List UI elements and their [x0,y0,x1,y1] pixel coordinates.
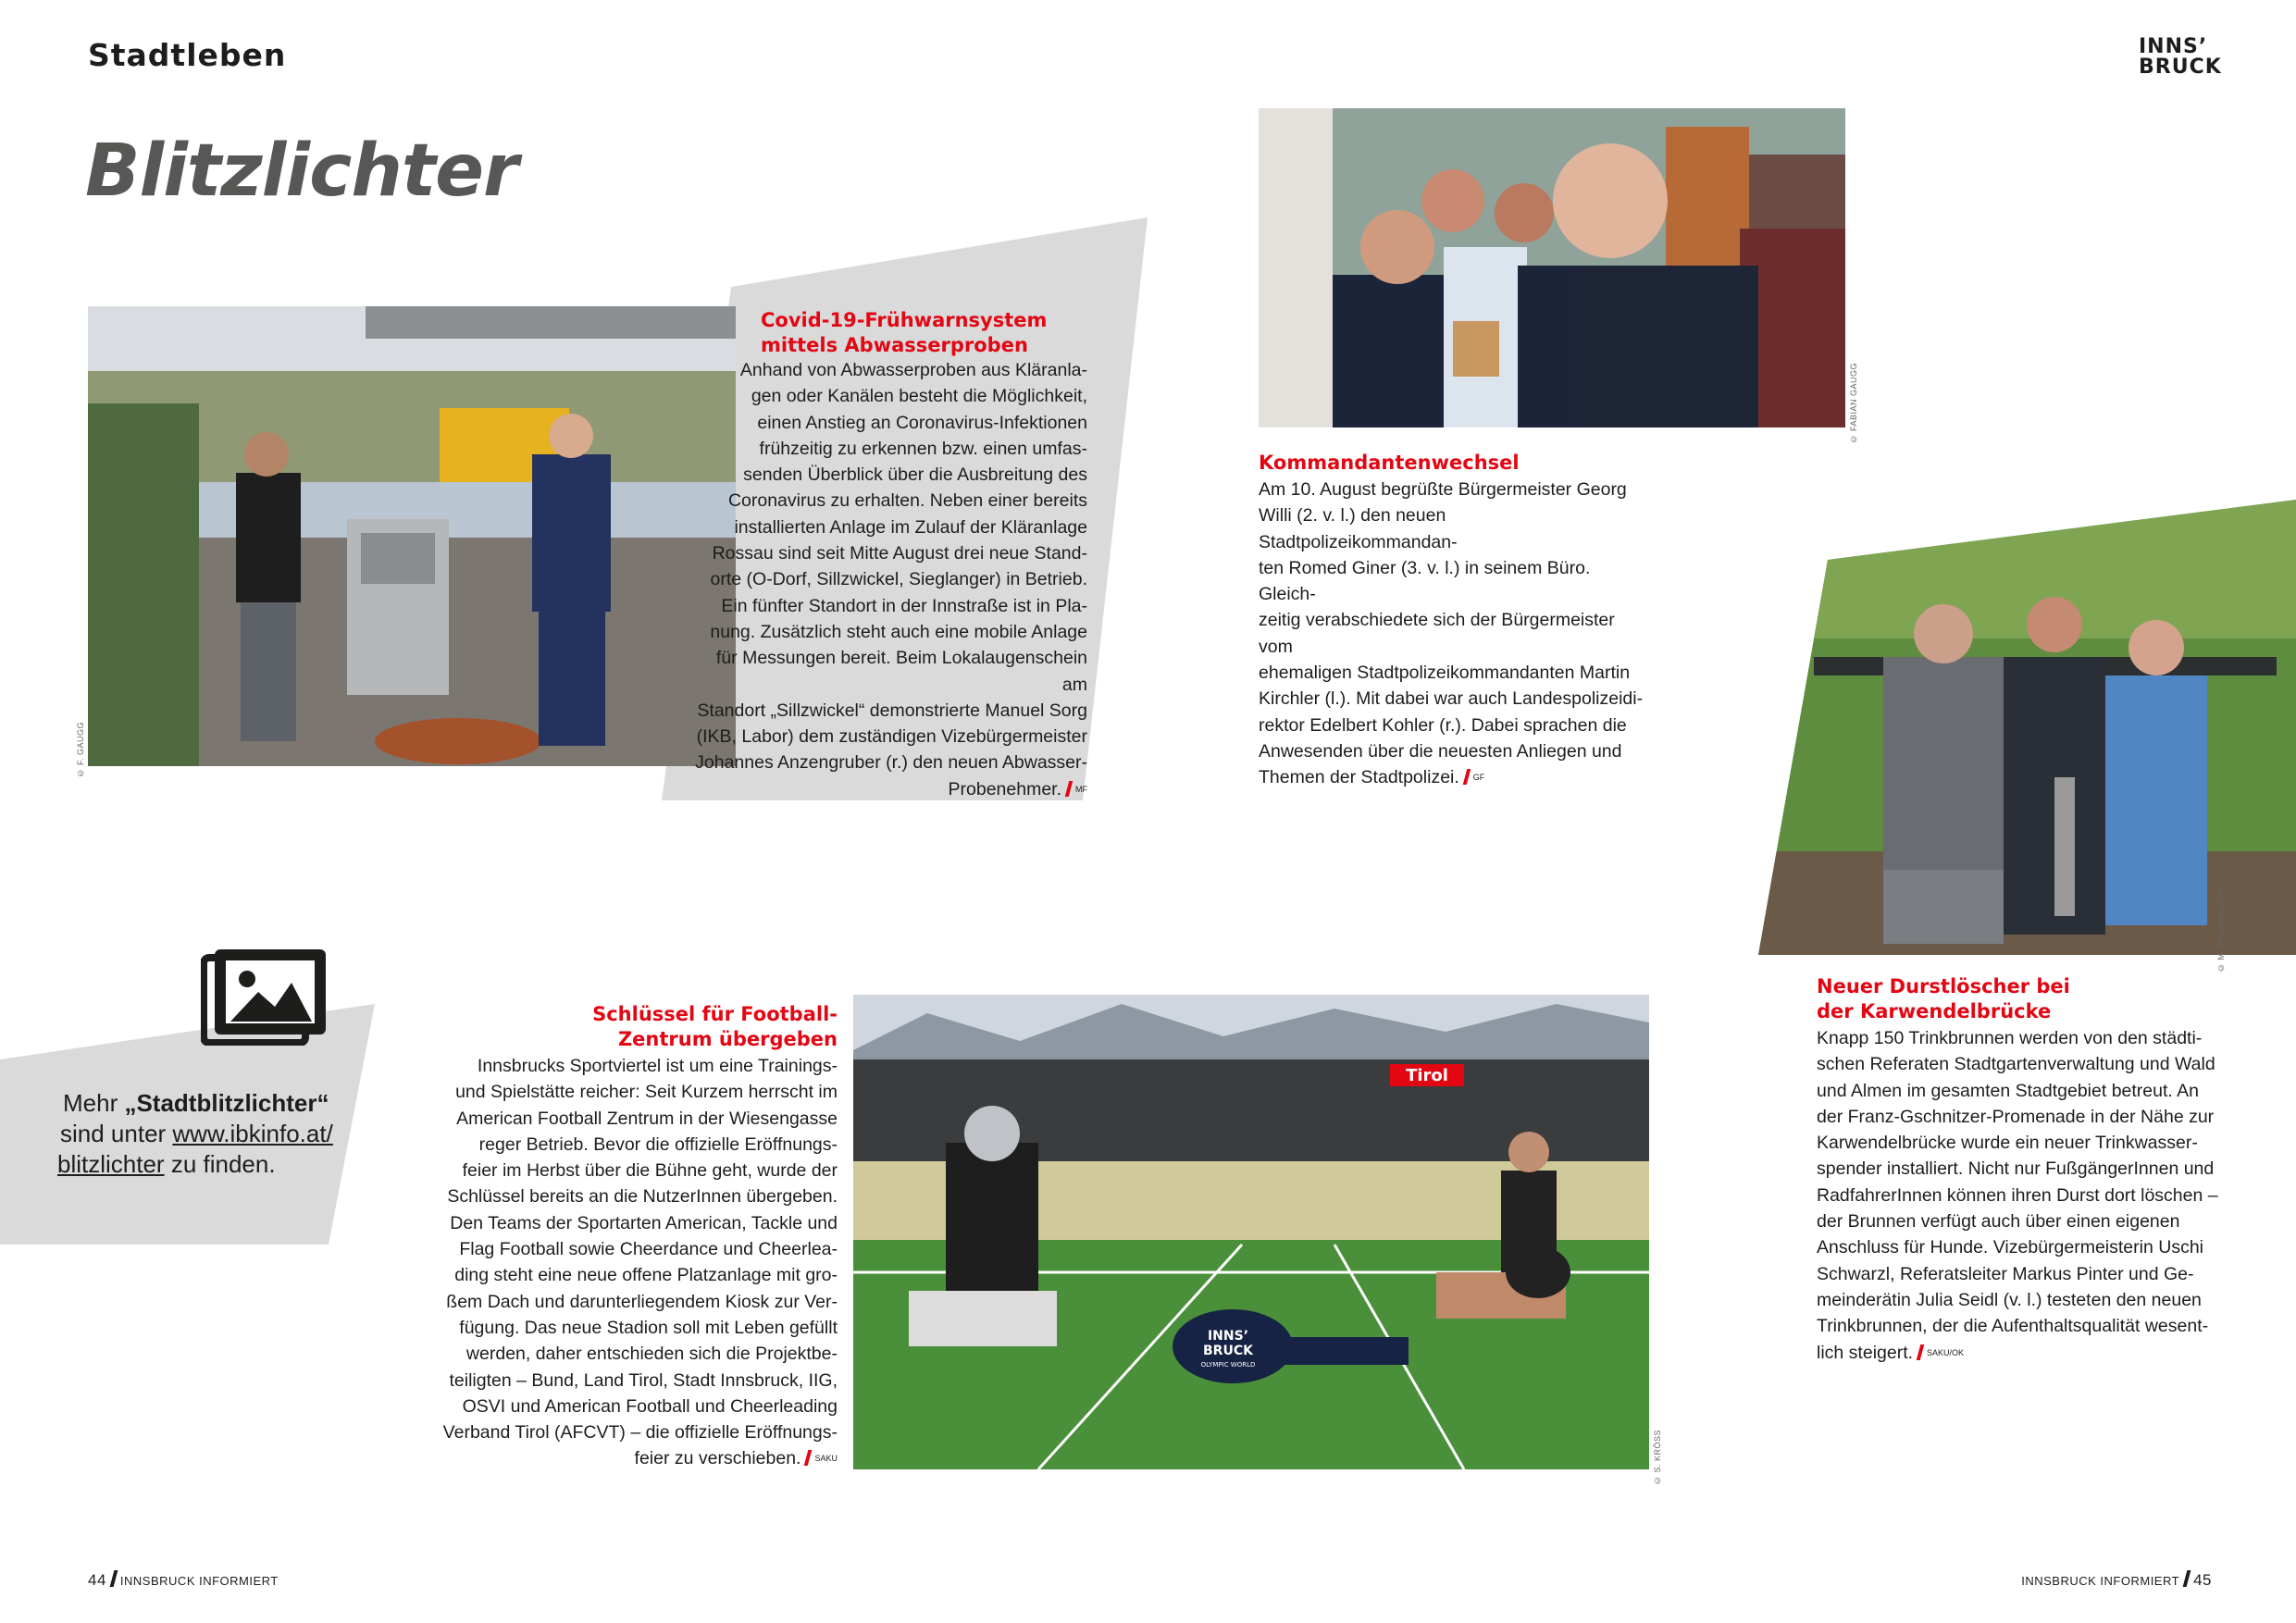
covid-body-text: Anhand von Abwasserproben aus Kläranla- gen oder Kanälen besteht die Möglichkeit, einen Anstieg an Coronavirus-Infektionen frühzeitig zu erkennen bzw. einen umfas- senden Überblick über die Ausbreitung des Coronavirus zu erhalten. Neben einer bereits installierten Anlage im Zulauf der Kläranlage Rossau sind seit Mitte August drei neue Stand- orte (O-Dorf, Sillzwickel, Sieglanger) in Betrieb. Ein fünfter Standort in der Innstraße ist in Pla- nung. Zusätzlich steht auch eine mobile Anlage für Messungen bereit. Beim Lokalaugenschein am Standort „Sillzwickel“ demonstrierte Manuel Sorg (IKB, Labor) dem zuständigen Vizebürgermeister Johannes Anzengruber (r.) den neuen Abwasser- Probenehmer. [695,360,1087,799]
football-body [426,1053,838,1472]
football-photo [853,995,1649,1469]
kommandant-initials: GF [1472,773,1485,783]
footer-label-left: INNSBRUCK INFORMIERT [119,1574,279,1588]
logo-line1: INNS’ [2139,35,2208,58]
football-photo-credit: © S. KRÖSS [1653,1430,1662,1486]
covid-photo [88,306,736,766]
more-suffix: zu finden. [164,1150,276,1178]
kommandant-photo [1259,108,1845,427]
more-link-2[interactable]: blitzlichter [57,1150,165,1178]
gallery-icon [201,944,329,1050]
football-headline: Schlüssel für Football- Zentrum übergeben [592,1003,838,1050]
more-link-1[interactable]: www.ibkinfo.at/ [172,1120,333,1147]
covid-body [689,357,1087,802]
kommandant-body [1259,477,1647,791]
durst-initials: SAKU/OK [1927,1347,1965,1357]
key-text-2: BRUCK [1203,1344,1253,1358]
page-number-left: 44 [88,1571,106,1589]
more-bold: „Stadtblitzlichter“ [124,1089,329,1117]
football-initials: SAKU [814,1454,838,1464]
more-prefix: Mehr [63,1089,125,1117]
section-label: Stadtleben [88,37,287,73]
page-title: Blitzlichter [85,130,518,213]
covid-headline: Covid-19-Frühwarnsystem mittels Abwasserproben [761,309,1048,356]
covid-photo-credit: © F. GAUGG [76,722,85,778]
durst-photo [1758,500,2296,955]
football-body-text: Innsbrucks Sportviertel ist um eine Trainings- und Spielstätte reicher: Seit Kurzem herrscht im American Football Zentrum in der Wiesengasse reger Betrieb. Bevor die offizielle Eröffnungs- feier im Herbst über die Bühne geht, wurde der Schlüssel bereits an die NutzerInnen übergeben. Den Teams der Sportarten American, Tackle und Flag Football sowie Cheerdance und Cheerlea- ding steht eine neue offene Platzanlage mit gro- ßem Dach und darunterliegendem Kiosk zur Ver- fügung. Das neue Stadion soll mit Leben gefüllt werden, daher entschieden sich die Projektbe- teiligten – Bund, Land Tirol, Stadt Innsbruck, IIG, OSVI und American Football und Cheerleading Verband Tirol (AFCVT) – die offizielle Eröffnungs- feier zu verschieben. [442,1056,838,1469]
more-line1 [57,1088,372,1119]
logo-line2: BRUCK [2139,56,2222,79]
more-line3 [57,1149,372,1180]
footer-slash [110,1570,118,1587]
durst-photo-credit: © M. FREINHOFER [2216,888,2226,973]
durst-body-text: Knapp 150 Trinkbrunnen werden von den städti- schen Referaten Stadtgartenverwaltung und Wald und Almen im gesamten Stadtgebiet betreut. An der Franz-Gschnitzer-Promenade in der Nähe zur Karwendelbrücke wurde ein neuer Trinkwasser- spender installiert. Nicht nur FußgängerInnen und RadfahrerInnen können ihren Durst dort löschen – der Brunnen verfügt auch über einen eigenen Anschluss für Hunde. Vizebürgermeisterin Uschi Schwarzl, Referatsleiter Markus Pinter und Ge- meinderätin Julia Seidl (v. l.) testeten den neuen Trinkbrunnen, der die Aufenthaltsqualität wesent- lich steigert. [1817,1028,2218,1363]
key-text-1: INNS’ [1207,1329,1249,1344]
kommandant-body-text: Am 10. August begrüßte Bürgermeister Georg Willi (2. v. l.) den neuen Stadtpolizeikommandan- ten Romed Giner (3. v. l.) in seinem Büro. Gleich- zeitig verabschiedete sich der Bürgermeister vom ehemaligen Stadtpolizeikommandanten Martin Kirchler (l.). Mit dabei war auch Landespolizeidi- rektor Edelbert Kohler (r.). Dabei sprachen die Anwesenden über die neuesten Anliegen und Themen der Stadtpolizei. [1259,479,1644,788]
page-number-right: 45 [2193,1571,2212,1589]
footer-label-right: INNSBRUCK INFORMIERT [2021,1574,2180,1588]
end-mark [1065,781,1074,797]
kommandant-photo-credit: © FABIAN GAUGG [1849,363,1858,444]
footer-slash [2183,1570,2191,1587]
more-line2-prefix: sind unter [60,1120,173,1147]
stadium-banner: Tirol [1406,1066,1448,1085]
footer-left [88,1570,279,1590]
logo [2139,37,2222,78]
kommandant-headline: Kommandantenwechsel [1259,452,1520,474]
key-text-3: OLYMPIC WORLD [1200,1361,1256,1369]
more-line2 [57,1119,372,1149]
durst-headline: Neuer Durstlöscher bei der Karwendelbrücke [1817,975,2070,1022]
end-mark [1463,769,1471,785]
end-mark [804,1450,813,1466]
more-info [57,1088,372,1180]
durst-body [1817,1025,2224,1366]
end-mark [1917,1344,1925,1360]
covid-initials: MF [1075,784,1087,794]
footer-right [1943,1570,2212,1590]
